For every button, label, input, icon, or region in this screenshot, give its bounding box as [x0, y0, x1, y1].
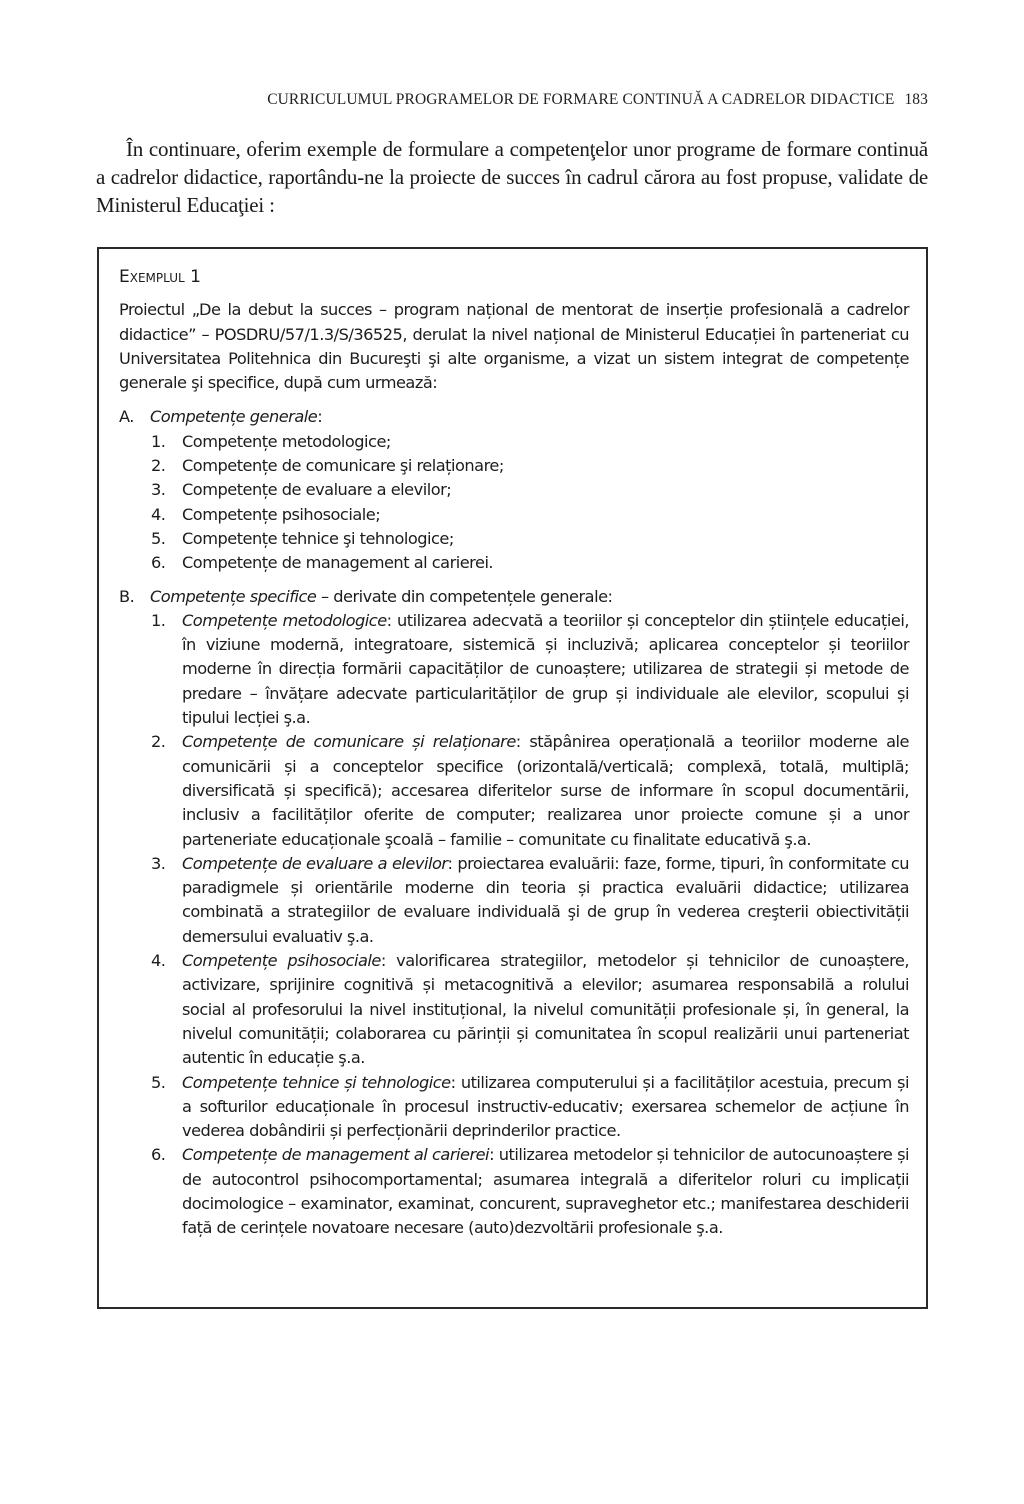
list-item-number: 6. — [151, 1145, 166, 1165]
competence-term: Competențe de management al carierei — [182, 1145, 490, 1165]
list-item — [119, 454, 909, 478]
list-item — [119, 730, 909, 851]
competence-term: Competențe de evaluare a elevilor — [182, 853, 448, 873]
list-item-text: Competențe metodologice; — [182, 431, 391, 451]
running-title: CURRICULUMUL PROGRAMELOR DE FORMARE CONTINUĂ A CADRELOR DIDACTICE — [267, 91, 895, 108]
list-item-number: 5. — [151, 528, 166, 548]
section-b-suffix: – derivate din competențele generale: — [316, 586, 613, 606]
list-item-number: 1. — [151, 610, 166, 630]
list-item-number: 4. — [151, 951, 166, 971]
general-competences-list — [119, 430, 909, 576]
list-item — [119, 1071, 909, 1144]
competence-term: Competențe de comunicare și relaționare — [182, 732, 516, 752]
competence-term: Competențe tehnice și tehnologice — [182, 1072, 451, 1092]
list-item — [119, 551, 909, 575]
list-item — [119, 852, 909, 949]
section-a-title: Competențe generale — [150, 407, 318, 427]
intro-paragraph: În continuare, oferim exemple de formulare a competenţelor unor programe de formare continuă a cadrelor didactice, raportându-ne la proiecte de succes în cadrul cărora au fost propuse, validate de Ministerul Educaţiei : — [96, 137, 928, 217]
list-item-text: Competențe de evaluare a elevilor; — [182, 480, 452, 500]
example-box — [97, 247, 928, 1309]
list-item-number: 2. — [151, 456, 166, 476]
list-item-number: 1. — [151, 431, 166, 451]
competence-description: : utilizarea metodelor și tehnicilor de autocunoaștere și de autocontrol psihocomportamental; asumarea integrală a diferitelor roluri cu implicații docimologice – examinator, examinat, concurent, supraveghetor etc.; manifestarea deschiderii față de cerințele novatoare necesare (auto)dezvoltării profesionale ş.a. — [182, 1145, 909, 1238]
list-item-text: Competențe de management al carierei. — [182, 553, 494, 573]
list-item-number: 3. — [151, 853, 166, 873]
list-item — [119, 478, 909, 502]
list-item — [119, 949, 909, 1070]
competence-description: : proiectarea evaluării: faze, forme, tipuri, în conformitate cu paradigmele și orientările moderne din teoria și practica evaluării didactice; utilizarea combinată a strategiilor de evaluare individuală şi de grup în vederea creşterii obiectivității demersului evaluativ ş.a. — [182, 853, 910, 946]
list-item-number: 2. — [151, 732, 166, 752]
competence-description: : utilizarea computerului și a facilităților acestuia, precum și a softurilor educaționale în procesul instructiv-educativ; exersarea schemelor de acțiune în vederea dobândirii și perfecționării deprinderilor practice. — [182, 1072, 909, 1141]
list-item — [119, 527, 909, 551]
example-title: Exemplul 1 — [119, 267, 201, 287]
competence-term: Competențe psihosociale — [182, 951, 381, 971]
list-item-number: 4. — [151, 504, 166, 524]
specific-competences-list — [119, 609, 909, 1241]
list-item-text: Competențe psihosociale; — [182, 504, 381, 524]
page-number: 183 — [904, 91, 928, 108]
competence-description: : valorificarea strategiilor, metodelor și tehnicilor de cunoaștere, activizare, sprijinire cognitivă și metacognitivă a elevilor; asumarea responsabilă a rolului social al profesorului la nivel instituțional, la nivelul comunității profesionale și, în general, la nivelul comunității; colaborarea cu părinții și comunitatea în scopul realizării unui parteneriat autentic în educație ş.a. — [182, 951, 909, 1068]
list-item-text: Competențe tehnice şi tehnologice; — [182, 528, 454, 548]
running-header — [134, 91, 928, 109]
section-b-heading — [119, 585, 909, 609]
list-item — [119, 503, 909, 527]
list-item-number: 6. — [151, 553, 166, 573]
section-b-letter: B. — [119, 586, 135, 606]
section-b-title: Competențe specifice — [150, 586, 317, 606]
section-a-suffix: : — [317, 407, 323, 427]
list-item-number: 5. — [151, 1072, 166, 1092]
section-a-heading — [119, 405, 909, 429]
competence-description: : utilizarea adecvată a teoriilor și conceptelor din științele educației, în viziune modernă, integratoare, sistemică și incluzivă; aplicarea conceptelor și teoriilor moderne în direcția formării capacităților de cunoaștere; utilizarea de strategii și metode de predare – învățare adecvate particularităților de grup și individuale ale elevilor, scopului și tipului lecției ş.a. — [182, 610, 909, 728]
competence-description: : stăpânirea operațională a teoriilor moderne ale comunicării și a conceptelor specifice (orizontală/verticală; complexă, totală, multiplă; diversificată și specifică); accesarea diferitelor surse de informare în scopul documentării, inclusiv a facilităților oferite de computer; realizarea unor proiecte comune și a unor parteneriate educaționale şcoală – familie – comunitate cu finalitate educativă ş.a. — [182, 732, 909, 849]
list-item-text: Competențe de comunicare şi relaționare; — [182, 456, 504, 476]
list-item-number: 3. — [151, 480, 166, 500]
competence-term: Competențe metodologice — [182, 610, 387, 630]
example-description: Proiectul „De la debut la succes – program național de mentorat de inserție profesională a cadrelor didactice” – POSDRU/57/1.3/S/36525, derulat la nivel național de Ministerul Educației în parteneriat cu Universitatea Politehnica din Bucureşti şi alte organisme, a vizat un sistem integrat de competențe generale şi specifice, după cum urmează: — [119, 300, 909, 393]
list-item — [119, 1143, 909, 1240]
list-item — [119, 430, 909, 454]
list-item — [119, 609, 909, 730]
section-a-letter: A. — [119, 407, 134, 427]
